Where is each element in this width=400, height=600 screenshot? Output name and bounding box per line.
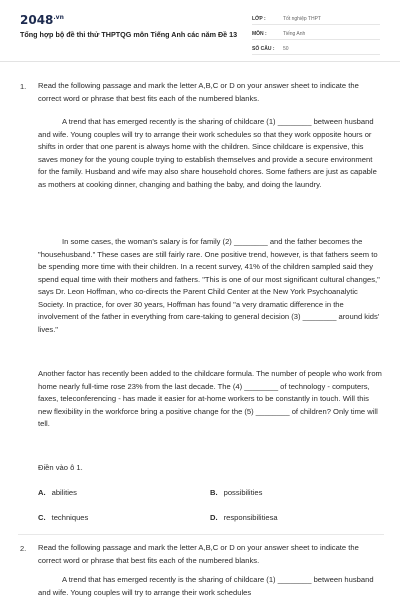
option-text: responsibilitiesa [223,513,278,522]
option-text: techniques [51,513,89,522]
question-number: 1. [20,82,27,91]
blank-instruction: Điền vào ô 1. [38,463,83,472]
logo-suffix: .vn [53,14,64,21]
passage-paragraph: A trend that has emerged recently is the sharing of childcare (1) ________ between husband and wife. Young couples will try to arrange their work schedules so that they work opposite hours or shifts in order that one parent is always home with the children. Since childcare is expensive, this saves money for the young couple trying to establish themselves and provide a secure environment for the family. Husband and wife may also share household chores. Some fathers are just as capable as mothers at cooking dinner, changing and bathing the baby, and doing the laundry. [38,117,377,189]
option-letter: D. [210,513,218,522]
meta-count-value: 50 [283,46,289,52]
meta-count-label: SỐ CÂU : [252,46,275,52]
option-letter: C. [38,513,46,522]
page-header [0,0,400,62]
passage-paragraph: In some cases, the woman's salary is for family (2) ________ and the father becomes the "househusband." These cases are still fairly rare. One positive trend, however, is that fathers seem to be spending more time with their children. In a recent survey, 41% of the children sampled said they spend equal time with their mothers and fathers. "This is one of our most significant cultural changes," says Dr. Leon Hoffman, who co-directs the Parent Child Center at the New York Psychoanalytic Society. In practice, for over 30 years, Hoffman has found "a very dramatic difference in the involvement of the father in everything from care-taking to general decision (3) ________ around kids' lives." [38,237,380,334]
answer-option-c[interactable] [38,513,88,522]
meta-subject-row [252,28,380,40]
question-prompt: Read the following passage and mark the letter A,B,C or D on your answer sheet to indicate the correct word or phrase that best fits each of the numbered blanks. [38,81,359,103]
meta-class-label: LỚP : [252,16,266,22]
option-text: possibilities [223,488,263,497]
option-letter: B. [210,488,218,497]
meta-count-row [252,43,380,55]
option-letter: A. [38,488,46,497]
meta-class-row [252,13,380,25]
answer-option-d[interactable] [210,513,278,522]
question-prompt: Read the following passage and mark the letter A,B,C or D on your answer sheet to indicate the correct word or phrase that best fits each of the numbered blanks. [38,543,359,565]
meta-subject-label: MÔN : [252,31,267,37]
question-number: 2. [20,544,27,553]
meta-class-value: Tốt nghiệp THPT [283,16,321,22]
logo-text: 2048 [20,13,54,27]
question-divider [18,534,384,535]
meta-subject-value: Tiếng Anh [283,31,306,37]
passage-paragraph: Another factor has recently been added to the childcare formula. The number of people who work from home nearly full-time rose 23% from the last decade. The (4) ________ of technology - computers, faxes, teleconferencing - has made it easier for at-home workers to be constantly in touch. Will this new flexibility in the workforce bring a positive change for the (5) ________ of children? Only time will tell. [38,369,382,428]
site-logo[interactable] [20,13,64,27]
option-text: abilities [51,488,77,497]
answer-option-a[interactable] [38,488,77,497]
document-title: Tổng hợp bộ đề thi thử THPTQG môn Tiếng Anh các năm Đề 13 [20,30,238,39]
passage-paragraph: A trend that has emerged recently is the sharing of childcare (1) ________ between husband and wife. Young couples will try to arrange their work schedules [38,575,374,597]
answer-option-b[interactable] [210,488,262,497]
